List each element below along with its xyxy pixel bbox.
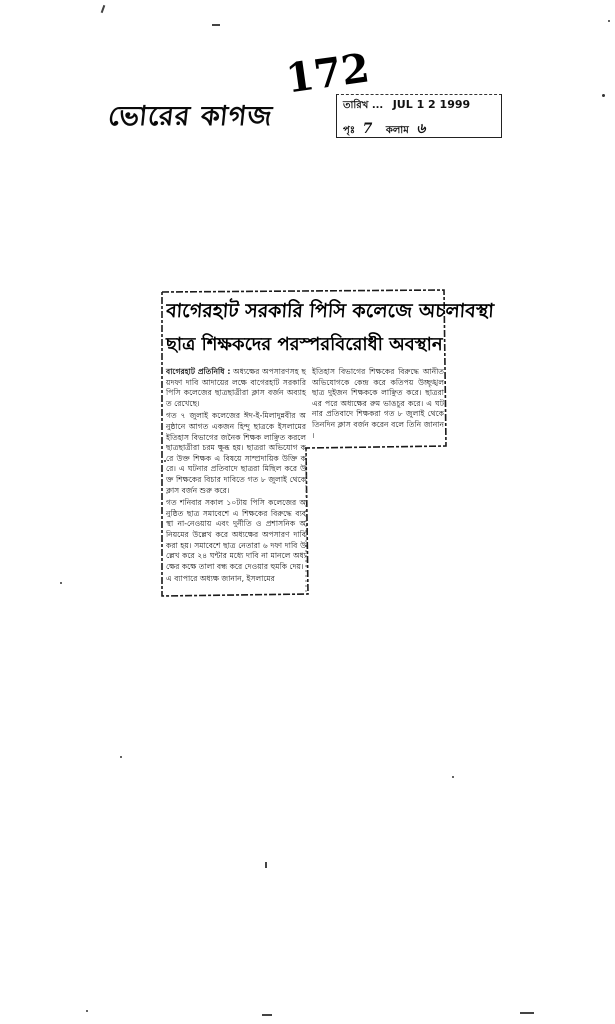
scan-speck — [164, 460, 166, 462]
scan-mark — [101, 5, 106, 13]
handwritten-page-number: 172 — [283, 44, 373, 103]
article-column-right — [312, 367, 444, 447]
stamp-page-row — [343, 117, 435, 141]
scan-speck — [120, 756, 122, 758]
scan-speck — [452, 776, 454, 778]
article-paragraph: গত শনিবার সকাল ১০টায় পিসি কলেজের অনুষ্ঠিত ছাত্র সমাবেশে এ শিক্ষকের বিরুদ্ধে ব্যবস্থা না-নেওয়ায় এবং দুর্নীতি ও প্রশাসনিক অনিয়মের উল্লেখ করে অধ্যক্ষের অপসারণ দাবি করা হয়। সমাবেশে ছাত্র নেতারা ৬ দফা দাবি উল্লেখ করে ২৪ ঘন্টার মধ্যে দাবি না মানলে অধ্যক্ষের কক্ষে তালা বন্ধ করে দেওয়ার হুমকি দেয়। — [166, 498, 306, 571]
article-headline-line-1: বাগেরহাট সরকারি পিসি কলেজে অচলাবস্থা — [165, 300, 495, 322]
stamp-date-row — [343, 98, 470, 115]
stamp-page-label: পৃঃ — [343, 125, 356, 136]
article-column-left — [166, 367, 306, 595]
stamp-date-label: তারিখ ... — [343, 100, 384, 111]
stamp-column-label: কলাম — [385, 125, 409, 136]
article-paragraph: বাগেরহাট প্রতিনিধি : অধ্যক্ষের অপসারণসহ ছয়দফা দাবি আদায়ের লক্ষে বাগেরহাট সরকারি পিসি কলেজের ছাত্রছাত্রীরা ক্লাস বর্জন অব্যাহত রেখেছে। — [166, 367, 306, 408]
stamp-date-value: JUL 1 2 1999 — [392, 98, 471, 111]
stamp-column-value: ৬ — [416, 121, 426, 137]
stamp-page-value: 7 — [362, 121, 373, 137]
scan-speck — [86, 1010, 88, 1012]
article-byline: বাগেরহাট প্রতিনিধি : — [166, 367, 231, 376]
article-paragraph: এ ব্যাপারে অধ্যক্ষ জানান, ইসলামের — [166, 574, 275, 584]
newspaper-masthead: ভোরের কাগজ — [106, 101, 275, 132]
archive-stamp — [336, 94, 502, 138]
scan-mark — [212, 24, 220, 26]
scan-speck — [60, 582, 62, 584]
scan-mark — [520, 1012, 534, 1014]
scan-speck — [602, 94, 605, 97]
article-paragraph: গত ৭ জুলাই কলেজের ঈদ-ই-মিলাদুন্নবীর অনুষ্ঠানে আগত একজন হিন্দু ছাত্রকে ইসলামের ইতিহাস বিভাগের জনৈক শিক্ষক লাঞ্ছিত করলে ছাত্রছাত্রীরা চরম ক্ষুব্ধ হয়। ছাত্ররা অভিযোগ করে উক্ত শিক্ষক এ বিষয়ে সাম্প্রদায়িক উক্তি করে। এ ঘটনার প্রতিবাদে ছাত্ররা মিছিল করে উক্ত শিক্ষকের বিচার দাবিতে গত ৮ জুলাই থেকে ক্লাস বর্জন শুরু করে। — [166, 411, 306, 495]
scan-mark — [262, 1014, 272, 1016]
article-headline-line-2: ছাত্র শিক্ষকদের পরস্পরবিরোধী অবস্থান — [166, 334, 443, 355]
article-paragraph: ইতিহাস বিভাগের শিক্ষকের বিরুদ্ধে আনীত অভিযোগকে কেন্দ্র করে কতিপয় উচ্ছৃঙ্খল ছাত্র দুইজন শিক্ষককে লাঞ্ছিত করে। ছাত্ররা এর পরে অধ্যক্ষের রুম ভাঙচুর করে। এ ঘটনার প্রতিবাদে শিক্ষকরা গত ৮ জুলাই থেকে তিনদিন ক্লাস বর্জন করেন বলে তিনি জানান। — [312, 367, 444, 440]
scan-speck — [608, 20, 610, 22]
scan-mark — [265, 862, 267, 868]
